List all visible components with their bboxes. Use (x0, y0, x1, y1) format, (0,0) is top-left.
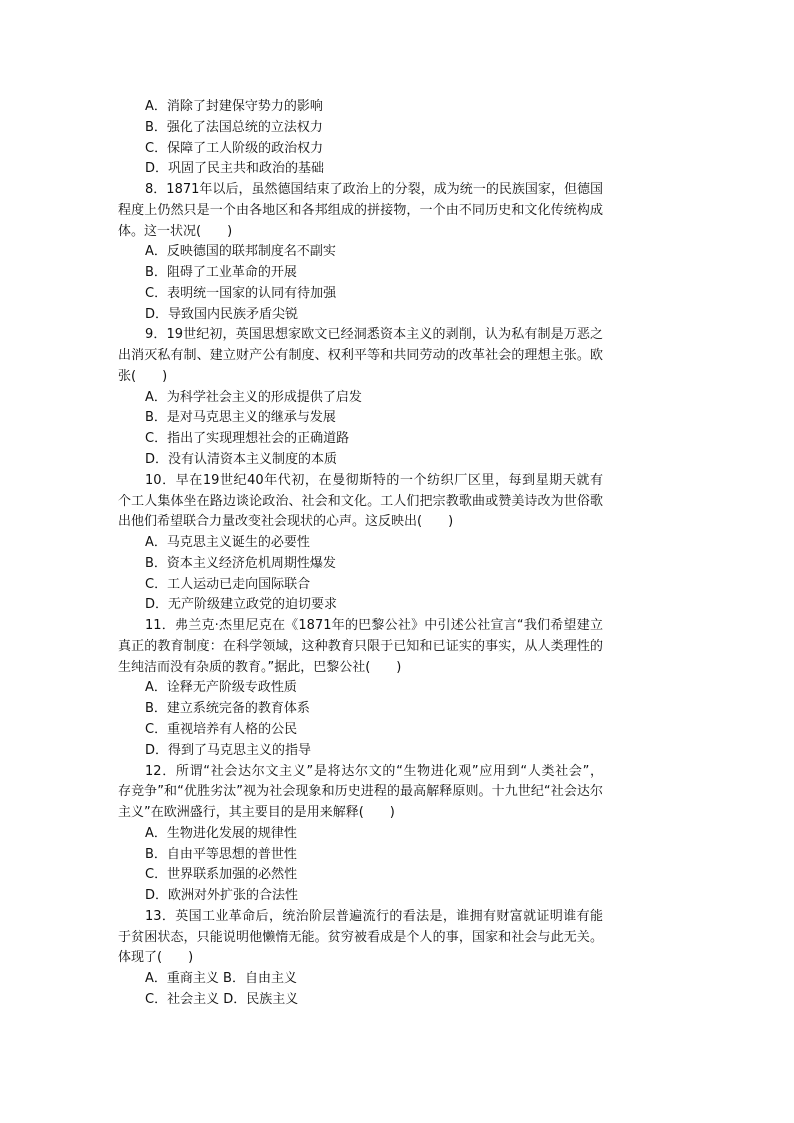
option-line: D．没有认清资本主义制度的本质 (145, 452, 338, 468)
question-stem: 9．19世纪初，英国思想家欧文已经洞悉资本主义的剥削，认为私有制是万恶之 (145, 327, 603, 343)
option-line: D．巩固了民主共和政治的基础 (145, 161, 325, 177)
question-stem-continuation: 存竞争”和“优胜劣汰”视为社会现象和历史进程的最高解释原则。十九世纪“社会达尔 (118, 784, 603, 800)
option-line: A．反映德国的联邦制度名不副实 (145, 244, 336, 260)
option-line: C．表明统一国家的认同有待加强 (145, 285, 337, 301)
option-line: B．是对马克思主义的继承与发展 (145, 410, 336, 426)
option-line: B．阻碍了工业革命的开展 (145, 265, 297, 281)
option-line: D．得到了马克思主义的指导 (145, 742, 312, 758)
question-stem: 12．所谓“社会达尔文主义”是将达尔文的“生物进化观”应用到“人类社会”， (145, 763, 603, 779)
question-stem: 10．早在19世纪40年代初，在曼彻斯特的一个纺织厂区里，每到星期天就有 (145, 472, 603, 488)
option-line: C．世界联系加强的必然性 (145, 867, 298, 883)
option-line: D．导致国内民族矛盾尖锐 (145, 306, 299, 322)
option-line: D．欧洲对外扩张的合法性 (145, 888, 299, 904)
option-line: A．为科学社会主义的形成提供了启发 (145, 389, 362, 405)
option-line: B．建立系统完备的教育体系 (145, 701, 310, 717)
option-line: C．保障了工人阶级的政治权力 (145, 140, 324, 156)
question-stem: 8．1871年以后，虽然德国结束了政治上的分裂，成为统一的民族国家，但德国 (145, 182, 603, 198)
option-line: A．消除了封建保守势力的影响 (145, 99, 323, 114)
question-stem-continuation: 出消灭私有制、建立财产公有制度、权利平等和共同劳动的改革社会的理想主张。欧 (118, 348, 603, 364)
option-line: A．生物进化发展的规律性 (145, 825, 297, 841)
question-stem: 11．弗兰克·杰里尼克在《1871年的巴黎公社》中引述公社宣言“我们希望建立 (145, 618, 603, 634)
option-line: B．强化了法国总统的立法权力 (145, 119, 323, 135)
option-line: B．自由平等思想的普世性 (145, 846, 297, 862)
question-stem-continuation: 于贫困状态，只能说明他懒惰无能。贫穷被看成是个人的事，国家和社会与此无关。 (118, 929, 603, 945)
question-stem-continuation: 体现了( ) (118, 950, 194, 966)
option-line: A．重商主义 B．自由主义 (145, 971, 297, 987)
option-line: D．无产阶级建立政党的迫切要求 (145, 597, 338, 613)
document-page (118, 97, 603, 1011)
question-stem-continuation: 个工人集体坐在路边谈论政治、社会和文化。工人们把宗教歌曲或赞美诗改为世俗歌 (118, 493, 603, 509)
option-line: A．马克思主义诞生的必要性 (145, 535, 310, 551)
question-stem-continuation: 主义”在欧洲盛行，其主要目的是用来解释( ) (118, 805, 395, 821)
question-stem-continuation: 张( ) (118, 368, 168, 384)
question-stem-continuation: 真正的教育制度：在科学领域，这种教育只限于已知和已证实的事实，从人类理性的 (118, 638, 603, 654)
option-line: C．社会主义 D．民族主义 (145, 991, 299, 1007)
question-stem-continuation: 体。这一状况( ) (118, 223, 233, 239)
option-line: C．指出了实现理想社会的正确道路 (145, 431, 350, 447)
option-line: C．重视培养有人格的公民 (145, 721, 298, 737)
question-stem: 13．英国工业革命后，统治阶层普遍流行的看法是，谁拥有财富就证明谁有能 (145, 908, 603, 924)
question-stem-continuation: 出他们希望联合力量改变社会现状的心声。这反映出( ) (118, 514, 454, 530)
option-line: C．工人运动已走向国际联合 (145, 576, 311, 592)
question-stem-continuation: 生纯洁而没有杂质的教育。”据此，巴黎公社( ) (118, 659, 402, 675)
question-stem-continuation: 程度上仍然只是一个由各地区和各邦组成的拼接物，一个由不同历史和文化传统构成 (118, 202, 603, 218)
option-line: A．诠释无产阶级专政性质 (145, 680, 297, 696)
option-line: B．资本主义经济危机周期性爆发 (145, 555, 336, 571)
